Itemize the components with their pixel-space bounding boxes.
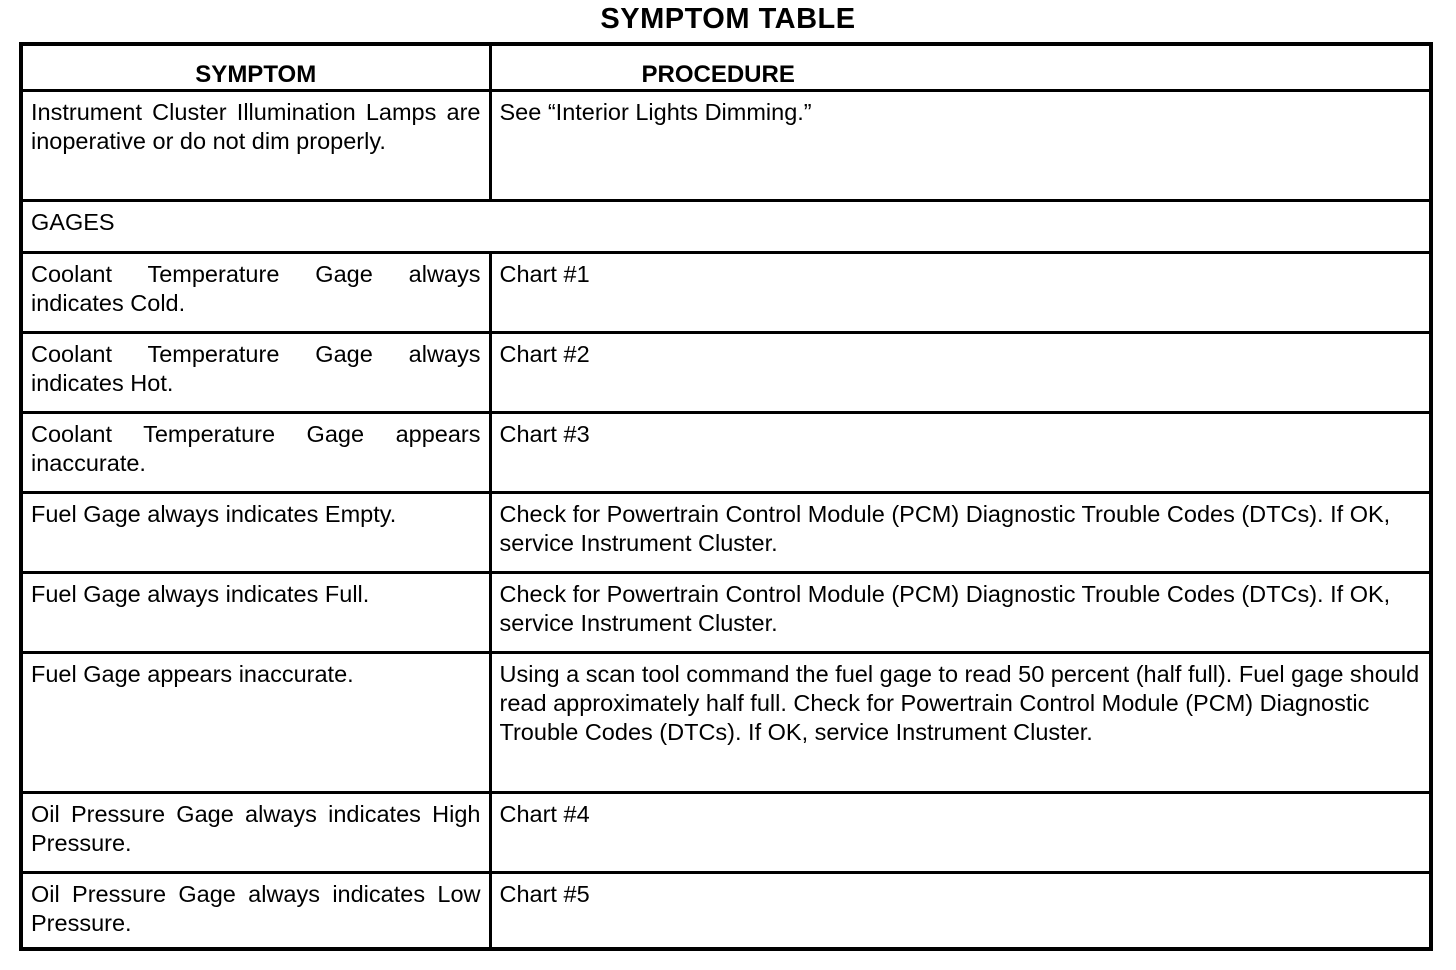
table-row: [21, 253, 1431, 333]
symptom-cell: Fuel Gage appears inaccurate.: [21, 653, 490, 793]
table-row: [21, 333, 1431, 413]
symptom-cell: Coolant Temperature Gage appears inaccurate.: [21, 413, 490, 493]
procedure-cell: Using a scan tool command the fuel gage to read 50 percent (half full). Fuel gage should read approximately half full. Check for Powertrain Control Module (PCM) Diagnostic Trouble Codes (DTCs). If OK, service Instrument Cluster.: [490, 653, 1431, 793]
procedure-cell: Chart #3: [490, 413, 1431, 493]
procedure-column-header: PROCEDURE: [490, 44, 1431, 91]
symptom-cell: Fuel Gage always indicates Empty.: [21, 493, 490, 573]
symptom-column-header: SYMPTOM: [21, 44, 490, 91]
symptom-cell: Fuel Gage always indicates Full.: [21, 573, 490, 653]
section-row: [21, 201, 1431, 253]
table-row: [21, 793, 1431, 873]
header-row: [21, 44, 1431, 91]
section-heading-gages: GAGES: [21, 201, 1431, 253]
symptom-cell: Oil Pressure Gage always indicates Low Pressure.: [21, 873, 490, 949]
procedure-cell: Chart #5: [490, 873, 1431, 949]
table-row: [21, 653, 1431, 793]
table-row: [21, 493, 1431, 573]
procedure-cell: See “Interior Lights Dimming.”: [490, 91, 1431, 201]
document-title: SYMPTOM TABLE: [600, 3, 856, 35]
procedure-cell: Chart #4: [490, 793, 1431, 873]
symptom-cell: Coolant Temperature Gage always indicates Cold.: [21, 253, 490, 333]
symptom-cell: Coolant Temperature Gage always indicates Hot.: [21, 333, 490, 413]
symptom-cell: Oil Pressure Gage always indicates High Pressure.: [21, 793, 490, 873]
table-row: [21, 573, 1431, 653]
symptom-table: [19, 42, 1433, 951]
procedure-cell: Chart #2: [490, 333, 1431, 413]
table-row: [21, 873, 1431, 949]
procedure-cell: Check for Powertrain Control Module (PCM) Diagnostic Trouble Codes (DTCs). If OK, service Instrument Cluster.: [490, 573, 1431, 653]
symptom-cell: Instrument Cluster Illumination Lamps are inoperative or do not dim properly.: [21, 91, 490, 201]
table-row: [21, 91, 1431, 201]
table-row: [21, 413, 1431, 493]
procedure-cell: Chart #1: [490, 253, 1431, 333]
procedure-cell: Check for Powertrain Control Module (PCM) Diagnostic Trouble Codes (DTCs). If OK, service Instrument Cluster.: [490, 493, 1431, 573]
